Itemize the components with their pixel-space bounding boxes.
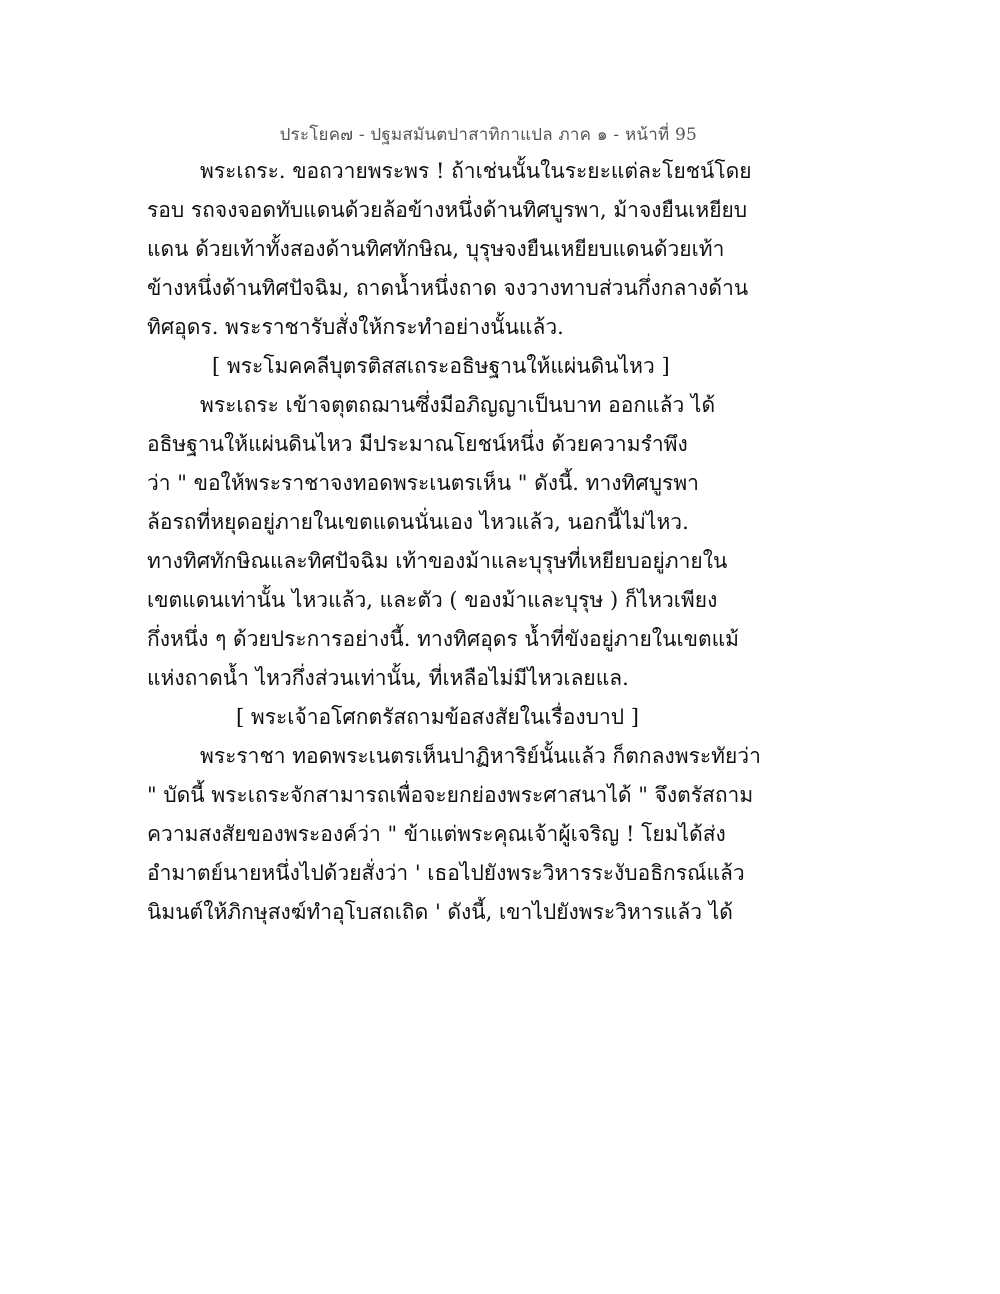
paragraph-line: อำมาตย์นายหนึ่งไปด้วยสั่งว่า ' เธอไปยังพระวิหารระงับอธิกรณ์แล้ว: [147, 861, 745, 885]
paragraph-line: รอบ รถจงจอดทับแดนด้วยล้อข้างหนึ่งด้านทิศบูรพา, ม้าจงยืนเหยียบ: [147, 198, 748, 222]
paragraph-line: ทางทิศทักษิณและทิศปัจฉิม เท้าของม้าและบุรุษที่เหยียบอยู่ภายใน: [147, 549, 728, 573]
paragraph-line: กึ่งหนึ่ง ๆ ด้วยประการอย่างนี้. ทางทิศอุดร น้ำที่ขังอยู่ภายในเขตแม้: [147, 627, 740, 651]
paragraph-line: " บัดนี้ พระเถระจักสามารถเพื่อจะยกย่องพระศาสนาได้ " จึงตรัสถาม: [147, 783, 754, 807]
paragraph-line: พระเถระ. ขอถวายพระพร ! ถ้าเช่นนั้นในระยะแต่ละโยชน์โดย: [200, 159, 752, 183]
section-heading: [ พระโมคคลีบุตรติสสเถระอธิษฐานให้แผ่นดินไหว ]: [212, 354, 670, 378]
paragraph-line: ข้างหนึ่งด้านทิศปัจฉิม, ถาดน้ำหนึ่งถาด จงวางทาบส่วนกึ่งกลางด้าน: [147, 276, 749, 300]
paragraph-line: นิมนต์ให้ภิกษุสงฆ์ทำอุโบสถเถิด ' ดังนี้, เขาไปยังพระวิหารแล้ว ได้: [147, 900, 733, 924]
paragraph-line: ความสงสัยของพระองค์ว่า " ข้าแต่พระคุณเจ้าผู้เจริญ ! โยมได้ส่ง: [147, 822, 726, 846]
paragraph-line: ว่า " ขอให้พระราชาจงทอดพระเนตรเห็น " ดังนี้. ทางทิศบูรพา: [147, 471, 699, 495]
paragraph-line: พระเถระ เข้าจตุตถฌานซึ่งมีอภิญญาเป็นบาท ออกแล้ว ได้: [200, 393, 716, 417]
paragraph-line: ทิศอุดร. พระราชารับสั่งให้กระทำอย่างนั้นแล้ว.: [147, 315, 564, 339]
paragraph-line: พระราชา ทอดพระเนตรเห็นปาฏิหาริย์นั้นแล้ว ก็ตกลงพระทัยว่า: [200, 744, 761, 768]
paragraph-line: อธิษฐานให้แผ่นดินไหว มีประมาณโยชน์หนึ่ง ด้วยความรำพึง: [147, 432, 688, 456]
paragraph-line: ล้อรถที่หยุดอยู่ภายในเขตแดนนั่นเอง ไหวแล้ว, นอกนี้ไม่ไหว.: [147, 510, 689, 534]
paragraph-line: เขตแดนเท่านั้น ไหวแล้ว, และตัว ( ของม้าและบุรุษ ) ก็ไหวเพียง: [147, 588, 718, 612]
paragraph-line: แดน ด้วยเท้าทั้งสองด้านทิศทักษิณ, บุรุษจงยืนเหยียบแดนด้วยเท้า: [147, 237, 725, 261]
section-heading: [ พระเจ้าอโศกตรัสถามข้อสงสัยในเรื่องบาป ]: [236, 705, 639, 729]
running-header: ประโยค๗ - ปฐมสมันตปาสาทิกาแปล ภาค ๑ - หน้าที่ 95: [279, 125, 697, 145]
paragraph-line: แห่งถาดน้ำ ไหวกึ่งส่วนเท่านั้น, ที่เหลือไม่มีไหวเลยแล.: [147, 666, 629, 690]
